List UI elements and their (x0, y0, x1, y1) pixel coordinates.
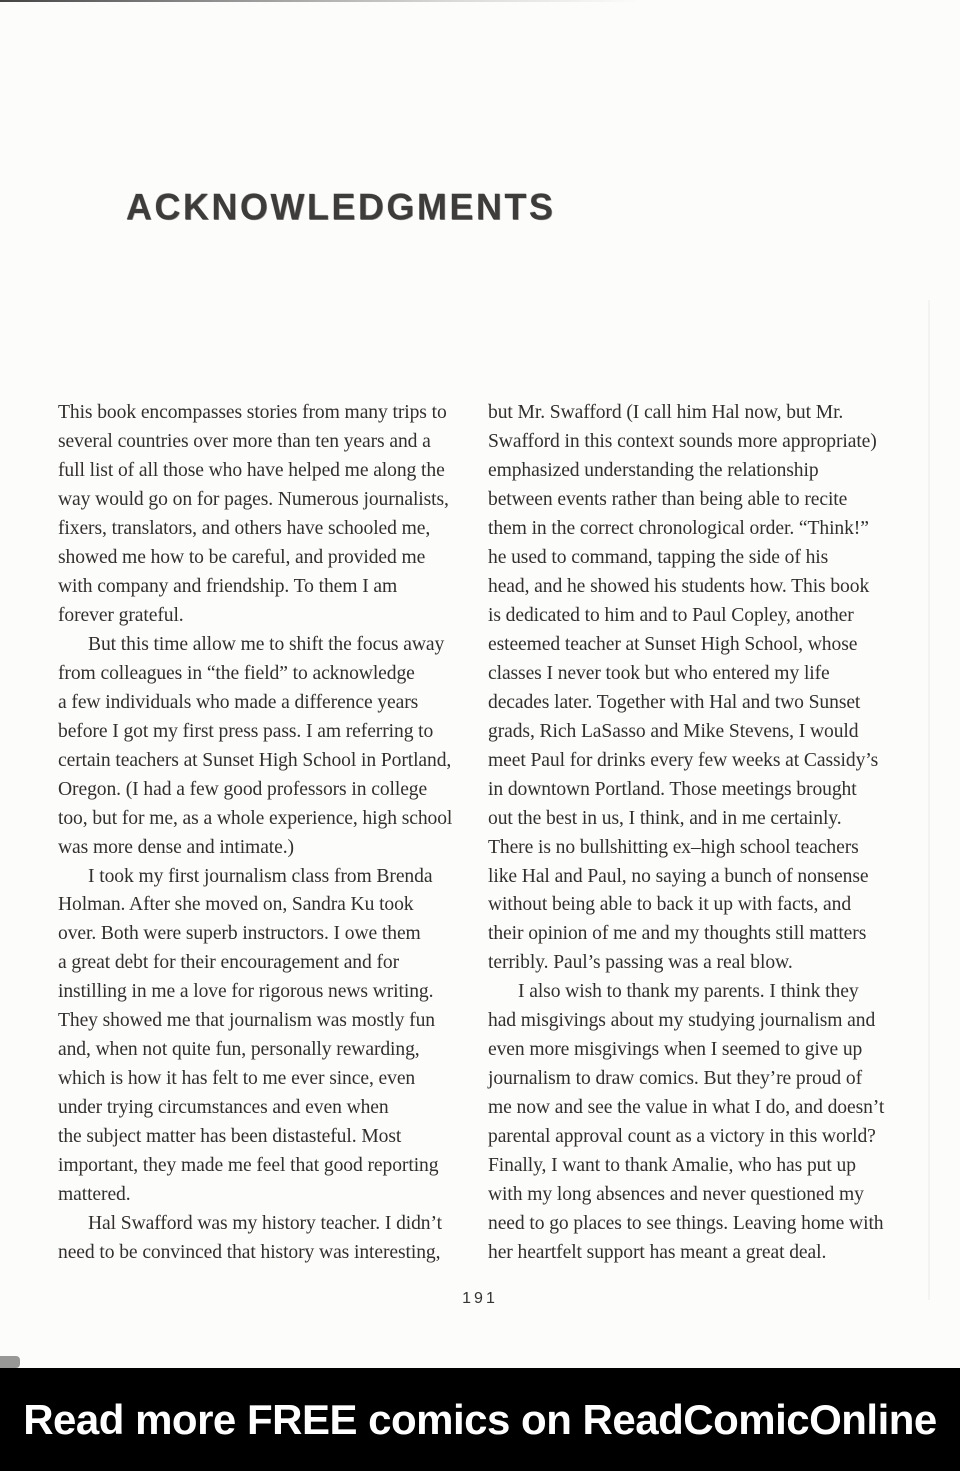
text-line: but Mr. Swafford (I call him Hal now, but Mr. (488, 402, 844, 423)
text-line: fixers, translators, and others have schooled me, (58, 517, 431, 539)
text-column-right (488, 399, 912, 1268)
text-line: with my long absences and never questioned my (488, 1184, 864, 1206)
text-line: Hal Swafford was my history teacher. I didn’t (88, 1213, 442, 1235)
text-line: with company and friendship. To them I am (58, 575, 398, 597)
text-line: and, when not quite fun, personally rewarding, (58, 1039, 420, 1061)
text-line: journalism to draw comics. But they’re proud of (488, 1068, 863, 1090)
text-line: need to go places to see things. Leaving home with (488, 1213, 884, 1235)
text-column-left (58, 399, 470, 1268)
text-line: instilling in me a love for rigorous news writing. (58, 981, 434, 1003)
scan-right-shadow (928, 300, 930, 1300)
text-line: too, but for me, as a whole experience, high school (58, 807, 453, 829)
text-line: They showed me that journalism was mostly fun (58, 1010, 435, 1032)
text-line: the subject matter has been distasteful. Most (58, 1126, 402, 1148)
text-line: which is how it has felt to me ever since, even (58, 1068, 416, 1090)
text-line: showed me how to be careful, and provided me (58, 546, 426, 568)
text-line: way would go on for pages. Numerous journalists, (58, 488, 449, 510)
text-line: before I got my first press pass. I am referring to (58, 720, 434, 742)
text-line: in downtown Portland. Those meetings brought (488, 778, 857, 800)
promo-banner-text[interactable]: Read more FREE comics on ReadComicOnline (23, 1395, 937, 1443)
text-line: Oregon. (I had a few good professors in college (58, 778, 428, 800)
text-line: he used to command, tapping the side of his (488, 546, 829, 568)
scan-corner-smudge (0, 1356, 20, 1368)
text-line: I took my first journalism class from Brenda (88, 865, 433, 887)
text-line: even more misgivings when I seemed to give up (488, 1039, 863, 1061)
text-line: But this time allow me to shift the focus away (88, 633, 445, 655)
text-line: parental approval count as a victory in this world? (488, 1126, 876, 1148)
text-line: like Hal and Paul, no saying a bunch of nonsense (488, 865, 869, 887)
text-line: full list of all those who have helped me along the (58, 459, 445, 481)
text-line: Swafford in this context sounds more appropriate) (488, 430, 877, 452)
text-line: emphasized understanding the relationship (488, 459, 819, 481)
scan-top-edge-artifact (0, 0, 640, 2)
text-line: out the best in us, I think, and in me certainly. (488, 807, 842, 829)
text-line: terribly. Paul’s passing was a real blow. (488, 952, 793, 974)
text-line: There is no bullshitting ex–high school teachers (488, 836, 859, 858)
text-line: esteemed teacher at Sunset High School, whose (488, 633, 858, 655)
text-line: certain teachers at Sunset High School in Portland, (58, 749, 452, 771)
text-line: This book encompasses stories from many trips to (58, 402, 447, 423)
text-line: was more dense and intimate.) (58, 836, 294, 858)
text-line: classes I never took but who entered my life (488, 662, 830, 684)
text-line: a few individuals who made a difference years (58, 691, 419, 713)
text-line: me now and see the value in what I do, and doesn’t (488, 1097, 885, 1119)
text-line: forever grateful. (58, 604, 184, 626)
text-line: mattered. (58, 1184, 131, 1206)
text-line: need to be convinced that history was interesting, (58, 1242, 441, 1264)
text-line: I also wish to thank my parents. I think they (518, 981, 859, 1003)
text-line: several countries over more than ten years and a (58, 430, 431, 452)
text-line: between events rather than being able to recite (488, 488, 848, 510)
text-line: under trying circumstances and even when (58, 1097, 389, 1119)
text-line: their opinion of me and my thoughts still matters (488, 923, 867, 945)
page-number: 191 (462, 1290, 498, 1307)
text-line: over. Both were superb instructors. I owe them (58, 923, 421, 945)
text-line: Holman. After she moved on, Sandra Ku took (58, 894, 414, 916)
text-line: meet Paul for drinks every few weeks at Cassidy’s (488, 749, 879, 771)
text-line: them in the correct chronological order. “Think!” (488, 517, 869, 539)
text-line: Finally, I want to thank Amalie, who has put up (488, 1155, 856, 1177)
text-line: without being able to back it up with facts, and (488, 894, 852, 916)
promo-banner[interactable] (0, 1368, 960, 1471)
text-line: decades later. Together with Hal and two Sunset (488, 691, 861, 713)
text-line: grads, Rich LaSasso and Mike Stevens, I would (488, 720, 859, 742)
text-line: her heartfelt support has meant a great deal. (488, 1242, 827, 1264)
text-line: had misgivings about my studying journalism and (488, 1010, 876, 1032)
text-line: from colleagues in “the field” to acknowledge (58, 662, 415, 684)
text-line: a great debt for their encouragement and for (58, 952, 400, 974)
text-line: head, and he showed his students how. This book (488, 575, 870, 597)
acknowledgments-title: ACKNOWLEDGMENTS (126, 185, 556, 228)
text-line: important, they made me feel that good reporting (58, 1155, 439, 1177)
text-line: is dedicated to him and to Paul Copley, another (488, 604, 854, 626)
